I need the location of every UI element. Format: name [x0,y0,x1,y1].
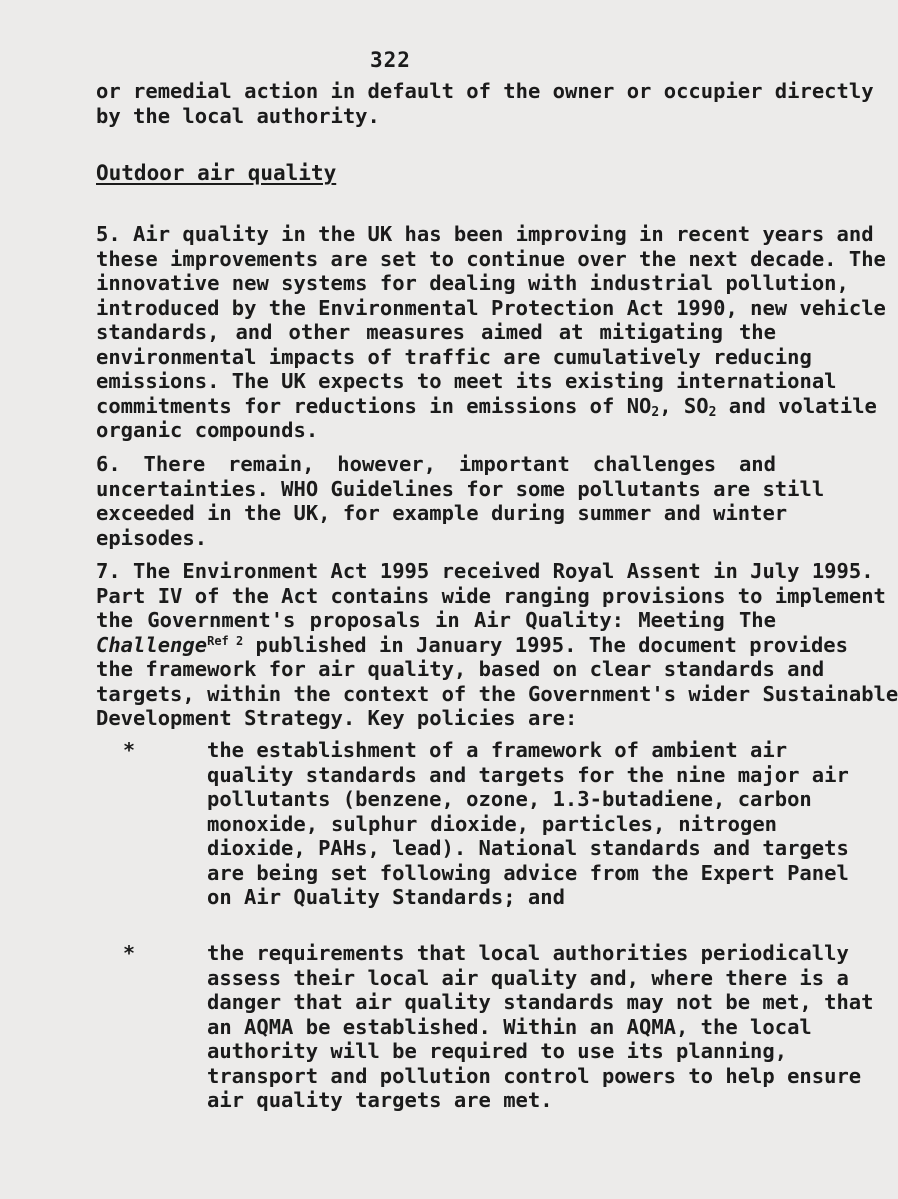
text-line: pollutants (benzene, ozone, 1.3-butadiene, carbon [207,787,812,811]
text-line: by the local authority. [96,103,380,128]
text-line: 6. There remain, however, important challenges and [96,452,776,476]
outdoor-air-quality-heading: Outdoor air quality [96,161,337,185]
text-fragment: published in January 1995. The document provides [243,632,848,657]
text-line: authority will be required to use its planning, [207,1039,788,1063]
page-number: 322 [370,48,411,72]
reference-superscript: Ref 2 [207,633,244,648]
text-fragment: , SO [659,393,709,418]
text-line: monoxide, sulphur dioxide, particles, nitrogen [207,811,777,836]
text-line: quality standards and targets for the nine major air [207,762,849,787]
text-line: the framework for air quality, based on clear standards and [96,657,825,681]
text-line: episodes. [96,525,208,550]
bullet-marker: * [123,941,136,965]
text-line: emissions. The UK expects to meet its existing international [96,369,837,393]
text-fragment: commitments for reductions in emissions of NO [96,393,652,418]
text-line: introduced by the Environmental Protection Act 1990, new vehicle [96,295,886,320]
text-line: these improvements are set to continue over the next decade. The [96,246,886,271]
text-line: danger that air quality standards may not be met, that [207,990,874,1014]
text-line: environmental impacts of traffic are cumulatively reducing [96,344,812,369]
text-line: are being set following advice from the Expert Panel [207,860,849,885]
text-line: 5. Air quality in the UK has been improving in recent years and [96,222,874,246]
text-line: the requirements that local authorities periodically [207,941,849,965]
bullet-marker: * [123,738,136,762]
text-line: on Air Quality Standards; and [207,885,565,909]
text-line: transport and pollution control powers to help ensure [207,1063,862,1088]
text-line: air quality targets are met. [207,1088,553,1112]
text-line: the establishment of a framework of ambient air [207,738,788,762]
subscript: 2 [708,404,717,420]
text-line: exceeded in the UK, for example during summer and winter [96,501,788,525]
text-line: organic compounds. [96,418,319,442]
text-line: dioxide, PAHs, lead). National standards and targets [207,836,849,860]
text-line: innovative new systems for dealing with industrial pollution, [96,271,849,295]
text-line: Part IV of the Act contains wide ranging provisions to implement [96,583,886,608]
text-line: 7. The Environment Act 1995 received Royal Assent in July 1995. [96,559,874,583]
subscript: 2 [651,404,660,420]
text-line: assess their local air quality and, where there is a [207,965,849,990]
text-fragment: and volatile [716,393,877,418]
text-line: standards, and other measures aimed at mitigating the [96,320,776,344]
text-line: uncertainties. WHO Guidelines for some pollutants are still [96,476,825,501]
text-line: the Government's proposals in Air Quality: Meeting The [96,608,776,632]
text-line: or remedial action in default of the owner or occupier directly [96,79,874,103]
italic-title: Challenge [96,632,208,657]
text-line: targets, within the context of the Government's wider Sustainable [96,681,898,706]
text-line: Development Strategy. Key policies are: [96,706,578,730]
text-line: an AQMA be established. Within an AQMA, the local [207,1014,812,1039]
